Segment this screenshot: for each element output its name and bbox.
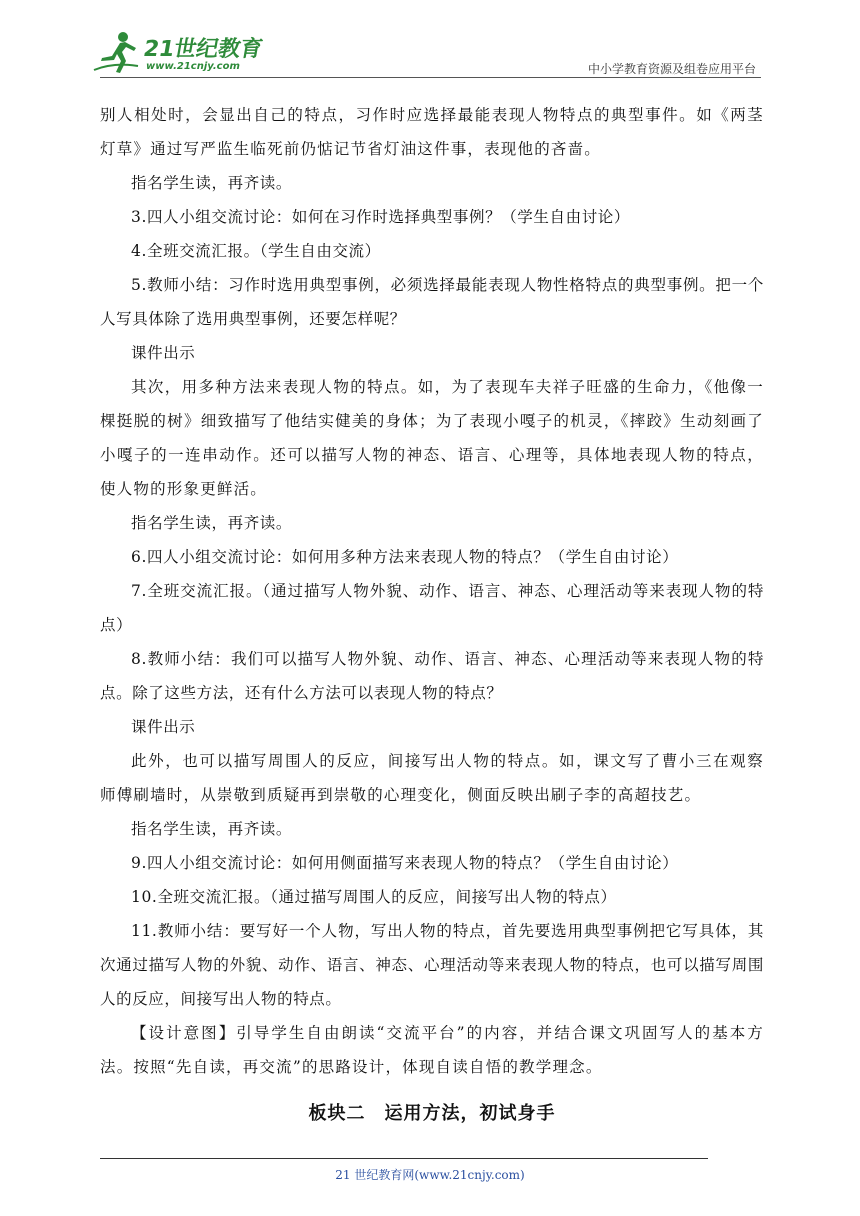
paragraph: 9.四人小组交流讨论：如何用侧面描写来表现人物的特点？（学生自由讨论） xyxy=(131,854,679,872)
paragraph: 10.全班交流汇报。（通过描写周围人的反应，间接写出人物的特点） xyxy=(131,888,617,906)
paragraph: 课件出示 xyxy=(131,344,196,362)
paragraph: 指名学生读，再齐读。 xyxy=(131,514,293,532)
paragraph: 6.四人小组交流讨论：如何用多种方法来表现人物的特点？（学生自由讨论） xyxy=(131,548,679,566)
document-body xyxy=(100,98,764,1134)
paragraph: 3.四人小组交流讨论：如何在习作时选择典型事例？（学生自由讨论） xyxy=(131,208,630,226)
paragraph: 【设计意图】引导学生自由朗读“交流平台”的内容，并结合课文巩固写人的基本方法。按照“先自读，再交流”的思路设计，体现自读自悟的教学理念。 xyxy=(100,1024,764,1076)
paragraph: 其次，用多种方法来表现人物的特点。如，为了表现车夫祥子旺盛的生命力，《他像一棵挺脱的树》细致描写了他结实健美的身体；为了表现小嘎子的机灵，《摔跤》生动刻画了小嘎子的一连串动作。还可以描写人物的神态、语言、心理等，具体地表现人物的特点，使人物的形象更鲜活。 xyxy=(100,378,764,498)
page-footer: 21 世纪教育网(www.21cnjy.com) xyxy=(335,1168,525,1182)
logo xyxy=(92,30,265,76)
paragraph: 4.全班交流汇报。（学生自由交流） xyxy=(131,242,381,260)
paragraph: 11.教师小结：要写好一个人物，写出人物的特点，首先要选用典型事例把它写具体，其次通过描写人物的外貌、动作、语言、神态、心理活动等来表现人物的特点，也可以描写周围人的反应，间接写出人物的特点。 xyxy=(100,922,764,1008)
paragraph: 7.全班交流汇报。（通过描写人物外貌、动作、语言、神态、心理活动等来表现人物的特点） xyxy=(100,582,764,634)
paragraph: 5.教师小结：习作时选用典型事例，必须选择最能表现人物性格特点的典型事例。把一个人写具体除了选用典型事例，还要怎样呢？ xyxy=(100,276,764,328)
paragraph: 指名学生读，再齐读。 xyxy=(131,820,293,838)
logo-url: www.21cnjy.com xyxy=(146,61,240,72)
header-divider xyxy=(100,77,761,78)
paragraph: 此外，也可以描写周围人的反应，间接写出人物的特点。如，课文写了曹小三在观察师傅刷墙时，从崇敬到质疑再到崇敬的心理变化，侧面反映出刷子李的高超技艺。 xyxy=(100,752,764,804)
page-header xyxy=(0,0,860,82)
platform-label: 中小学教育资源及组卷应用平台 xyxy=(587,62,756,76)
running-figure-icon xyxy=(92,30,140,76)
footer-divider xyxy=(100,1158,708,1159)
logo-text: 21世纪教育 xyxy=(141,37,265,62)
paragraph: 指名学生读，再齐读。 xyxy=(131,174,293,192)
section-title: 板块二 运用方法，初试身手 xyxy=(308,1103,556,1124)
paragraph: 8.教师小结：我们可以描写人物外貌、动作、语言、神态、心理活动等来表现人物的特点。除了这些方法，还有什么方法可以表现人物的特点？ xyxy=(100,650,764,702)
paragraph: 别人相处时，会显出自己的特点，习作时应选择最能表现人物特点的典型事件。如《两茎灯草》通过写严监生临死前仍惦记节省灯油这件事，表现他的吝啬。 xyxy=(100,106,764,158)
paragraph: 课件出示 xyxy=(131,718,196,736)
